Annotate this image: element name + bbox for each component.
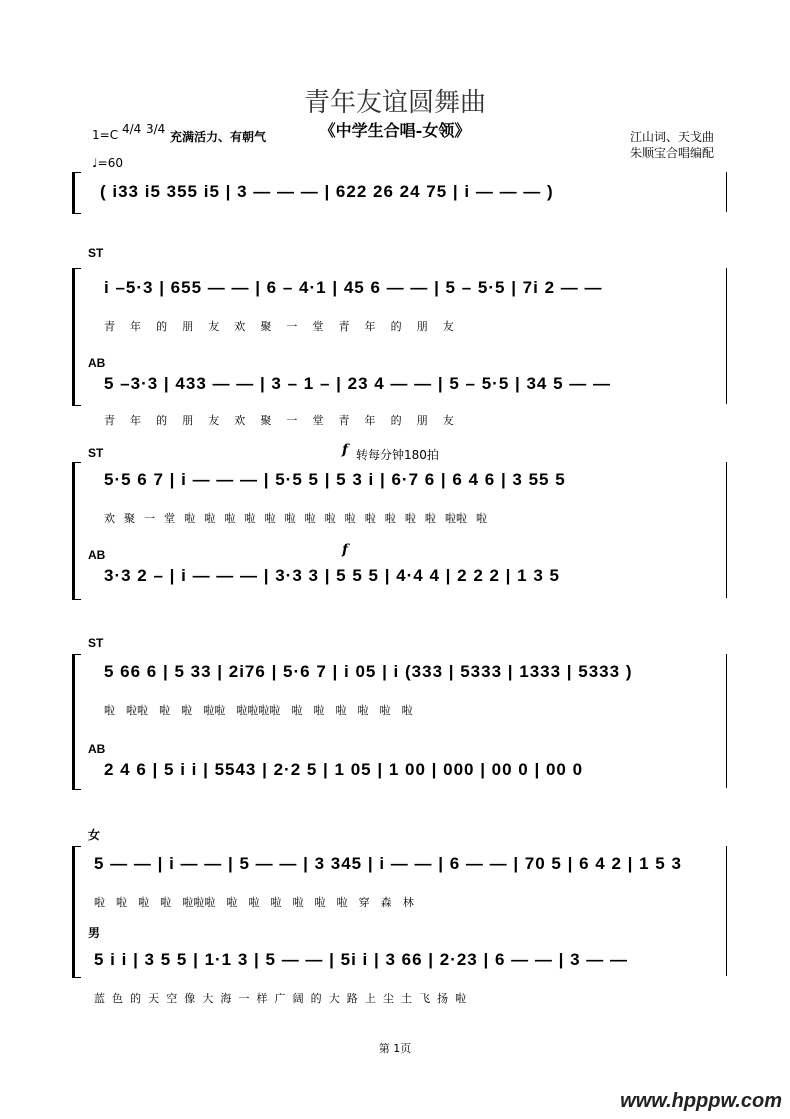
subtitle: 《中学生合唱-女领》: [319, 121, 471, 140]
dynamic-mark: f: [342, 442, 349, 458]
time-signature-b: 3/4: [146, 122, 166, 136]
system-brace: [72, 268, 81, 406]
arranger: 朱顺宝合唱编配: [630, 146, 715, 160]
ab-notes: 3·3 2 – | i — — — | 3·3 3 | 5 5 5 | 4·4 4 | 2 2 2 | 1 3 5: [104, 566, 560, 585]
st-lyrics: 啦 啦啦 啦 啦 啦啦 啦啦啦啦 啦 啦 啦 啦 啦 啦: [104, 705, 413, 717]
intro-notes: ( i33 i5 355 i5 | 3 — — — | 622 26 24 75 | i — — — ): [100, 182, 554, 201]
part-label-ab: AB: [88, 356, 106, 370]
page-title: 青年友谊圆舞曲: [303, 88, 486, 118]
female-notes: 5 — — | i — — | 5 — — | 3 345 | i — — | 6 — — | 70 5 | 6 4 2 | 1 5 3: [94, 854, 682, 873]
lyricist-composer: 江山词、天戈曲: [630, 130, 715, 144]
barline: [726, 172, 727, 212]
system-brace: [72, 462, 81, 600]
system-brace: [72, 654, 81, 790]
watermark: www.hpppw.com: [620, 1090, 782, 1112]
barline: [726, 268, 727, 404]
male-notes: 5 i i | 3 5 5 | 1·1 3 | 5 — — | 5i i | 3 66 | 2·23 | 6 — — | 3 — —: [94, 950, 628, 969]
ab-lyrics: 青 年 的 朋 友 欢 聚 一 堂 青 年 的 朋 友: [104, 415, 454, 427]
tempo-mark: ♩=60: [92, 156, 123, 170]
st-notes: i –5·3 | 655 — — | 6 – 4·1 | 45 6 — — | 5 – 5·5 | 7i 2 — —: [104, 278, 603, 297]
st-notes: 5 66 6 | 5 33 | 2i76 | 5·6 7 | i 05 | i (333 | 5333 | 1333 | 5333 ): [104, 662, 633, 681]
ab-notes: 2 4 6 | 5 i i | 5543 | 2·2 5 | 1 05 | 1 00 | 000 | 00 0 | 00 0: [104, 760, 584, 779]
part-label-ab: AB: [88, 548, 106, 562]
part-label-male: 男: [88, 926, 101, 940]
system-brace: [72, 846, 81, 978]
ab-notes: 5 –3·3 | 433 — — | 3 – 1 – | 23 4 — — | 5 – 5·5 | 34 5 — —: [104, 374, 612, 393]
barline: [726, 462, 727, 598]
st-notes: 5·5 6 7 | i — — — | 5·5 5 | 5 3 i | 6·7 6 | 6 4 6 | 3 55 5: [104, 470, 566, 489]
page-number: 第 1页: [378, 1042, 412, 1055]
time-signature-a: 4/4: [122, 122, 142, 136]
part-label-st: ST: [88, 446, 104, 460]
system-brace: [72, 172, 81, 214]
female-lyrics: 啦 啦 啦 啦 啦啦啦 啦 啦 啦 啦 啦 啦 穿 森 林: [94, 897, 414, 909]
male-lyrics: 蓝 色 的 天 空 像 大 海 一 样 广 阔 的 大 路 上 尘 土 飞 扬 啦: [94, 993, 467, 1005]
barline: [726, 846, 727, 976]
part-label-female: 女: [88, 828, 101, 842]
expression-mark: 充满活力、有朝气: [170, 130, 267, 144]
part-label-st: ST: [88, 636, 104, 650]
barline: [726, 654, 727, 788]
key-signature: 1=C: [92, 128, 119, 142]
st-lyrics: 欢 聚 一 堂 啦 啦 啦 啦 啦 啦 啦 啦 啦 啦 啦 啦 啦 啦啦 啦: [104, 513, 488, 525]
dynamic-mark: f: [342, 542, 349, 558]
part-label-ab: AB: [88, 742, 106, 756]
st-lyrics: 青 年 的 朋 友 欢 聚 一 堂 青 年 的 朋 友: [104, 321, 454, 333]
tempo-change: 转每分钟180拍: [356, 448, 439, 462]
part-label-st: ST: [88, 246, 104, 260]
